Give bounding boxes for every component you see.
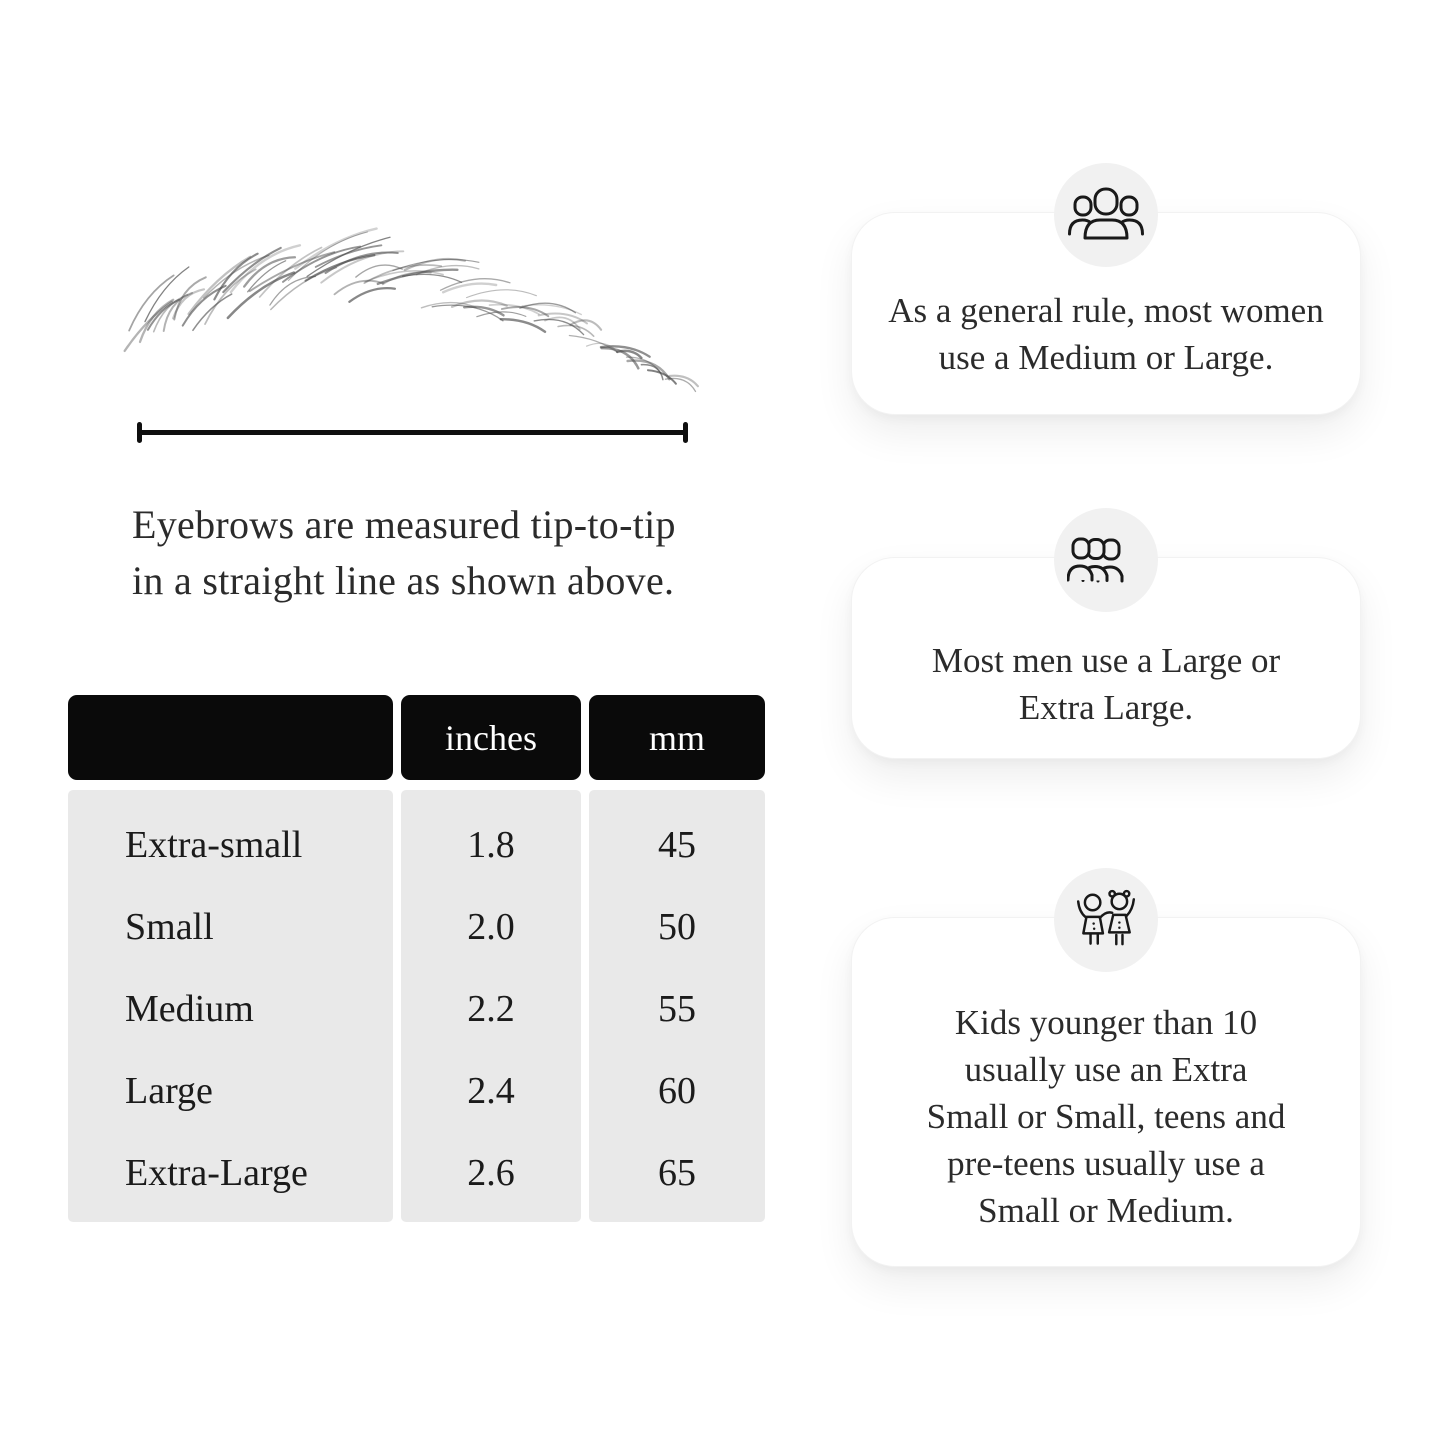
icon-circle (1054, 508, 1158, 612)
caption-line: in a straight line as shown above. (132, 558, 675, 603)
card-text-line: Kids younger than 10 (954, 1003, 1258, 1042)
women-group-icon (1068, 186, 1144, 244)
table-header-inches (401, 695, 581, 780)
card-text (876, 287, 1336, 381)
table-header-label: mm (648, 717, 705, 758)
inches-value: 2.0 (467, 906, 515, 948)
card-text-line: Small or Medium. (978, 1191, 1234, 1230)
mm-value: 45 (658, 824, 696, 866)
card-text-line: use a Medium or Large. (938, 338, 1274, 377)
men-group-icon (1067, 533, 1145, 587)
size-label: Large (125, 1070, 213, 1112)
card-text-line: As a general rule, most women (888, 291, 1324, 330)
table-header-blank (68, 695, 393, 780)
card-text-line: pre-teens usually use a (947, 1144, 1265, 1183)
card-text-line: Small or Small, teens and (926, 1097, 1286, 1136)
inches-value: 2.4 (467, 1070, 515, 1112)
children-icon (1071, 889, 1141, 951)
mm-value: 55 (658, 988, 696, 1030)
info-card-kids (851, 917, 1361, 1267)
table-column-inches (401, 790, 581, 1222)
card-text-line: usually use an Extra (964, 1050, 1248, 1089)
size-label: Small (125, 906, 214, 948)
size-table (68, 695, 765, 1222)
eyebrow-illustration (112, 238, 702, 403)
card-text (876, 637, 1336, 731)
mm-value: 50 (658, 906, 696, 948)
info-card-men (851, 557, 1361, 759)
inches-value: 1.8 (467, 824, 515, 866)
size-label: Medium (125, 988, 254, 1030)
inches-value: 2.6 (467, 1152, 515, 1194)
caption-line: Eyebrows are measured tip-to-tip (132, 502, 676, 547)
icon-circle (1054, 868, 1158, 972)
table-column-sizes (68, 790, 393, 1222)
measurement-caption (132, 497, 772, 609)
measurement-line (137, 422, 688, 443)
measurement-line-right-cap (683, 422, 688, 443)
measurement-line-bar (137, 430, 688, 435)
card-text-line: Extra Large. (1018, 688, 1194, 727)
inches-value: 2.2 (467, 988, 515, 1030)
info-card-women (851, 212, 1361, 415)
mm-value: 65 (658, 1152, 696, 1194)
eyebrow-sketch (112, 238, 702, 403)
icon-circle (1054, 163, 1158, 267)
table-header-mm (589, 695, 765, 780)
size-label: Extra-Large (125, 1152, 308, 1194)
mm-value: 60 (658, 1070, 696, 1112)
card-text (876, 999, 1336, 1234)
table-header-label: inches (445, 717, 537, 758)
size-label: Extra-small (125, 824, 303, 866)
table-column-mm (589, 790, 765, 1222)
card-text-line: Most men use a Large or (931, 641, 1281, 680)
